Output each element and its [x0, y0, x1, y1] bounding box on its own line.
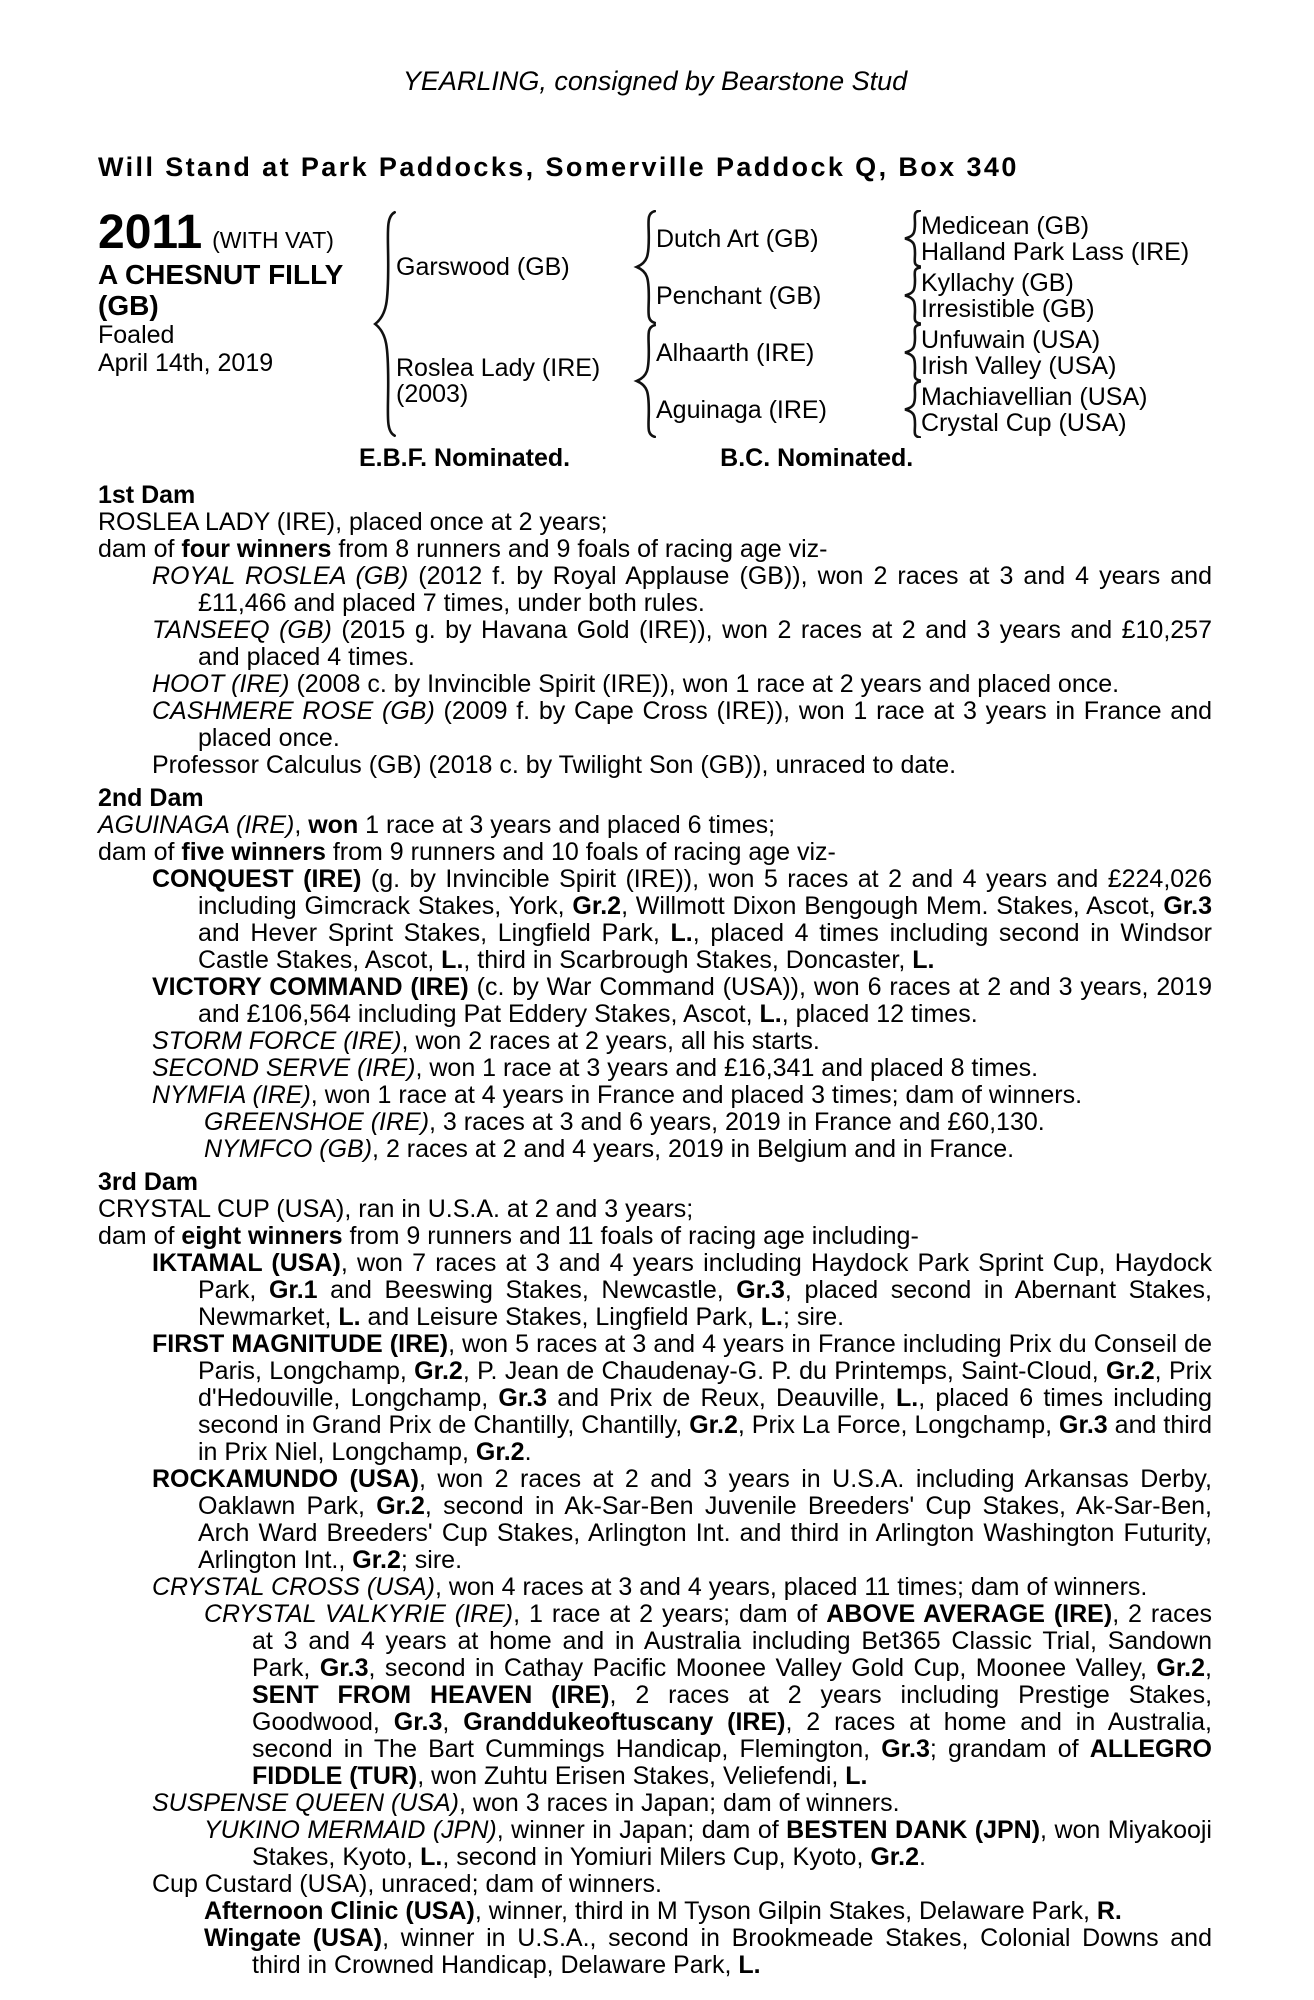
highlighted-text: L.: [912, 946, 935, 974]
highlighted-text: Gr.2: [414, 1357, 463, 1385]
dam-line: [98, 1196, 1212, 1223]
highlighted-text: five winners: [181, 838, 326, 866]
text-segment: , P. Jean de Chaudenay-G. P. du Printemps, Saint-Cloud,: [462, 1357, 1107, 1385]
horse-entry: [98, 1898, 1212, 1925]
text-segment: (2015 g. by Havana Gold (IRE)), won 2 races at 2 and 3 years and £10,257 and placed 4 times.: [198, 616, 1212, 671]
text-segment: , 2 races at 2 years including Prestige Stakes, Goodwood,: [252, 1681, 1213, 1736]
highlighted-text: L.: [441, 946, 464, 974]
highlighted-text: BESTEN DANK (JPN): [786, 1816, 1041, 1844]
highlighted-text: CONQUEST (IRE): [152, 865, 362, 893]
text-segment: , Prix d'Hedouville, Longchamp,: [198, 1357, 1213, 1412]
horse-entry: [98, 671, 1212, 698]
text-segment: (g. by Invincible Spirit (IRE)), won 5 races at 2 and 4 years and £224,026 including Gimcrack Stakes, York,: [198, 865, 1212, 920]
highlighted-text: FIRST MAGNITUDE (IRE): [152, 1330, 449, 1358]
dam-line: [98, 536, 1212, 563]
highlighted-text: eight winners: [181, 1222, 343, 1250]
text-segment: from 9 runners and 11 foals of racing age including-: [342, 1222, 919, 1250]
text-segment: , won 2 races at 2 and 3 years in U.S.A. including Arkansas Derby, Oaklawn Park,: [198, 1465, 1212, 1520]
great-grandparent-pair: [921, 210, 1212, 267]
highlighted-text: Granddukeoftuscany (IRE): [463, 1708, 786, 1736]
highlighted-text: Gr.2: [1106, 1357, 1155, 1385]
horse-entry: [98, 974, 1212, 1028]
text-segment: , 1 race at 2 years; dam of: [513, 1600, 827, 1628]
great-grandparent-name: Irresistible (GB): [921, 294, 1095, 323]
horse-entry: [98, 563, 1212, 617]
highlighted-text: Gr.3: [393, 1708, 443, 1736]
great-grandparent-name: Unfuwain (USA): [921, 325, 1101, 354]
text-segment: , placed 6 times including second in Grand Prix de Chantilly, Chantilly,: [198, 1384, 1212, 1439]
horse-entry: [98, 1601, 1212, 1790]
sire-parents-brace-icon: [632, 210, 656, 324]
dam-line: [98, 509, 1212, 536]
dam-section: [98, 785, 1212, 1163]
horse-entry: [98, 1055, 1212, 1082]
horse-entry: [98, 1082, 1212, 1109]
text-segment: , winner in U.S.A., second in Brookmeade Stakes, Colonial Downs and third in Crowned Handicap, Delaware Park,: [252, 1924, 1212, 1979]
highlighted-text: CRYSTAL VALKYRIE (IRE): [204, 1600, 514, 1628]
text-segment: (2008 c. by Invincible Spirit (IRE)), won 1 race at 2 years and placed once.: [289, 670, 1120, 698]
foaled-label: Foaled: [98, 321, 175, 349]
highlighted-text: Gr.2: [475, 1438, 525, 1466]
great-grandparent-name: Medicean (GB): [921, 211, 1090, 240]
text-segment: , Prix La Force, Longchamp,: [737, 1411, 1060, 1439]
text-segment: , placed second in Abernant Stakes, Newmarket,: [198, 1276, 1212, 1331]
great-grandparent-pair: [921, 267, 1212, 324]
text-segment: , placed 12 times.: [781, 1000, 978, 1028]
section-title: 2nd Dam: [98, 784, 204, 812]
text-segment: from 9 runners and 10 foals of racing age viz-: [325, 838, 836, 866]
horse-entry: [98, 1790, 1212, 1817]
great-grandparent-pair: [921, 381, 1212, 438]
stand-location: Will Stand at Park Paddocks, Somerville Paddock Q, Box 340: [98, 152, 1019, 182]
highlighted-text: L.: [670, 919, 693, 947]
text-segment: , winner in Japan; dam of: [496, 1816, 787, 1844]
text-segment: , won 1 race at 4 years in France and placed 3 times; dam of winners.: [310, 1081, 1083, 1109]
horse-entry: [98, 1028, 1212, 1055]
horse-entry: [98, 1109, 1212, 1136]
text-segment: ROSLEA LADY (IRE), placed once at 2 years;: [98, 508, 608, 536]
great-grandparent-name: Crystal Cup (USA): [921, 408, 1127, 437]
text-segment: , 2 races at 3 and 4 years at home and in Australia including Bet365 Classic Trial, Sandown Park,: [252, 1600, 1212, 1682]
highlighted-text: SUSPENSE QUEEN (USA): [152, 1789, 460, 1817]
grandparent-name: Alhaarth (IRE): [656, 338, 815, 367]
highlighted-text: Gr.3: [319, 1654, 369, 1682]
highlighted-text: L.: [845, 1762, 868, 1790]
text-segment: , won 2 races at 2 years, all his starts.: [401, 1027, 820, 1055]
great-grandparent-name: Machiavellian (USA): [921, 382, 1148, 411]
horse-entry: [98, 1871, 1212, 1898]
text-segment: 1 race at 3 years and placed 6 times;: [358, 811, 776, 839]
text-segment: dam of: [98, 838, 182, 866]
highlighted-text: VICTORY COMMAND (IRE): [152, 973, 469, 1001]
highlighted-text: TANSEEQ (GB): [152, 616, 332, 644]
highlighted-text: CRYSTAL CROSS (USA): [152, 1573, 435, 1601]
text-segment: .: [919, 1843, 926, 1871]
lot-header: [98, 206, 370, 259]
text-segment: and Beeswing Stakes, Newcastle,: [317, 1276, 737, 1304]
text-segment: ; grandam of: [929, 1735, 1090, 1763]
highlighted-text: Gr.3: [1163, 892, 1213, 920]
highlighted-text: NYMFIA (IRE): [152, 1081, 311, 1109]
text-segment: ,: [1205, 1654, 1212, 1682]
dam-line: [98, 839, 1212, 866]
lot-number: 2011: [98, 206, 203, 259]
dam-line: [98, 1223, 1212, 1250]
highlighted-text: won: [308, 811, 359, 839]
highlighted-text: Gr.1: [268, 1276, 318, 1304]
highlighted-text: L.: [760, 1303, 783, 1331]
highlighted-text: IKTAMAL (USA): [152, 1249, 341, 1277]
highlighted-text: NYMFCO (GB): [204, 1135, 373, 1163]
text-segment: , won 1 race at 3 years and £16,341 and placed 8 times.: [415, 1054, 1039, 1082]
ebf-nomination: E.B.F. Nominated.: [359, 444, 571, 472]
great-grandparent-pair: [921, 324, 1212, 381]
horse-description: A CHESNUT FILLY (GB): [98, 259, 343, 321]
highlighted-text: Gr.2: [1156, 1654, 1206, 1682]
horse-entry: [98, 1817, 1212, 1871]
highlighted-text: ROCKAMUNDO (USA): [152, 1465, 419, 1493]
great-grandparents-brace-icon: [901, 267, 921, 324]
vat-note: (WITH VAT): [212, 227, 334, 253]
lot-subject: [98, 206, 370, 438]
text-segment: , Willmott Dixon Bengough Mem. Stakes, Ascot,: [621, 892, 1164, 920]
great-grandparents-brace-icon: [901, 324, 921, 381]
section-title: 1st Dam: [98, 481, 196, 509]
text-segment: and Leisure Stakes, Lingfield Park,: [360, 1303, 761, 1331]
highlighted-text: L.: [738, 1951, 761, 1979]
highlighted-text: ABOVE AVERAGE (IRE): [826, 1600, 1113, 1628]
highlighted-text: R.: [1096, 1897, 1122, 1925]
text-segment: , won Miyakooji Stakes, Kyoto,: [252, 1816, 1212, 1871]
text-segment: , won 4 races at 3 and 4 years, placed 11 times; dam of winners.: [434, 1573, 1148, 1601]
dam-year: (2003): [396, 380, 469, 408]
highlighted-text: Gr.3: [498, 1384, 548, 1412]
highlighted-text: L.: [420, 1843, 443, 1871]
horse-entry: [98, 866, 1212, 974]
text-segment: , 3 races at 3 and 6 years, 2019 in France and £60,130.: [429, 1108, 1045, 1136]
horse-entry: [98, 1925, 1212, 1979]
text-segment: and third in Prix Niel, Longchamp,: [198, 1411, 1213, 1466]
dam-line: [98, 812, 1212, 839]
highlighted-text: GREENSHOE (IRE): [204, 1108, 430, 1136]
dam-section: [98, 482, 1212, 779]
nominations: [98, 444, 1212, 472]
great-grandparent-name: Irish Valley (USA): [921, 351, 1117, 380]
horse-entry: [98, 1331, 1212, 1466]
text-segment: Cup Custard (USA), unraced; dam of winners.: [152, 1870, 662, 1898]
text-segment: CRYSTAL CUP (USA), ran in U.S.A. at 2 and 3 years;: [98, 1195, 694, 1223]
text-segment: , 2 races at 2 and 4 years, 2019 in Belgium and in France.: [372, 1135, 1015, 1163]
text-segment: and Hever Sprint Stakes, Lingfield Park,: [198, 919, 671, 947]
text-segment: , won Zuhtu Erisen Stakes, Veliefendi,: [417, 1762, 846, 1790]
parents-brace-icon: [370, 210, 396, 438]
highlighted-text: HOOT (IRE): [152, 670, 290, 698]
horse-entry: [98, 1136, 1212, 1163]
consignment-title: YEARLING, consigned by Bearstone Stud: [402, 66, 908, 96]
dam-name: [396, 324, 632, 438]
text-segment: (2009 f. by Cape Cross (IRE)), won 1 race at 3 years in France and placed once.: [198, 697, 1212, 752]
text-segment: .: [524, 1438, 532, 1466]
highlighted-text: ALLEGRO FIDDLE (TUR): [252, 1735, 1212, 1790]
text-segment: dam of: [98, 535, 182, 563]
highlighted-text: Gr.3: [1059, 1411, 1108, 1439]
sire-name: Garswood (GB): [396, 253, 570, 281]
grandparent-name: Aguinaga (IRE): [656, 395, 827, 424]
great-grandparents-brace-icon: [901, 381, 921, 438]
text-segment: (2012 f. by Royal Applause (GB)), won 2 races at 3 and 4 years and £11,466 and placed 7 times, under both rules.: [198, 562, 1212, 617]
highlighted-text: Afternoon Clinic (USA): [204, 1897, 475, 1925]
great-grandparent-name: Halland Park Lass (IRE): [921, 237, 1190, 266]
horse-entry: [98, 1574, 1212, 1601]
text-segment: dam of: [98, 1222, 182, 1250]
highlighted-text: four winners: [181, 535, 332, 563]
highlighted-text: L.: [338, 1303, 361, 1331]
text-segment: , winner, third in M Tyson Gilpin Stakes, Delaware Park,: [474, 1897, 1097, 1925]
highlighted-text: CASHMERE ROSE (GB): [152, 697, 435, 725]
highlighted-text: Wingate (USA): [204, 1924, 383, 1952]
text-segment: ,: [294, 811, 309, 839]
horse-entry: [98, 752, 1212, 779]
highlighted-text: Gr.2: [572, 892, 622, 920]
highlighted-text: L.: [759, 1000, 782, 1028]
highlighted-text: SENT FROM HEAVEN (IRE): [252, 1681, 610, 1709]
dam-parents-brace-icon: [632, 324, 656, 438]
text-segment: , second in Cathay Pacific Moonee Valley Gold Cup, Moonee Valley,: [368, 1654, 1157, 1682]
great-grandparents-brace-icon: [901, 210, 921, 267]
text-segment: (c. by War Command (USA)), won 6 races at 2 and 3 years, 2019 and £106,564 including Pat Eddery Stakes, Ascot,: [198, 973, 1212, 1028]
highlighted-text: YUKINO MERMAID (JPN): [204, 1816, 497, 1844]
pedigree-table: [98, 206, 1212, 438]
highlighted-text: ROYAL ROSLEA (GB): [152, 562, 409, 590]
bc-nomination: B.C. Nominated.: [720, 444, 914, 472]
text-segment: , won 5 races at 3 and 4 years in France including Prix du Conseil de Paris, Longchamp,: [198, 1330, 1212, 1385]
highlighted-text: Gr.2: [376, 1492, 425, 1520]
text-segment: and Prix de Reux, Deauville,: [547, 1384, 896, 1412]
highlighted-text: STORM FORCE (IRE): [152, 1027, 402, 1055]
highlighted-text: SECOND SERVE (IRE): [152, 1054, 416, 1082]
grandparent-name: Penchant (GB): [656, 281, 822, 310]
text-segment: Professor Calculus (GB) (2018 c. by Twilight Son (GB)), unraced to date.: [152, 751, 957, 779]
great-grandparent-name: Kyllachy (GB): [921, 268, 1074, 297]
text-segment: , 2 races at home and in Australia, second in The Bart Cummings Handicap, Flemington,: [252, 1708, 1212, 1763]
grandparent-name: Dutch Art (GB): [656, 224, 819, 253]
highlighted-text: Gr.2: [870, 1843, 919, 1871]
text-segment: , second in Ak-Sar-Ben Juvenile Breeders' Cup Stakes, Ak-Sar-Ben, Arch Ward Breeders' Cup Stakes, Arlington Int. and third in Arlington Washington Futurity, Arlington Int.,: [198, 1492, 1212, 1574]
dam-sections: [98, 482, 1212, 1979]
horse-entry: [98, 1466, 1212, 1574]
section-title: 3rd Dam: [98, 1168, 199, 1196]
dam-name-line: Roslea Lady (IRE): [396, 354, 601, 382]
text-segment: , second in Yomiuri Milers Cup, Kyoto,: [442, 1843, 871, 1871]
highlighted-text: L.: [895, 1384, 919, 1412]
text-segment: ; sire.: [400, 1546, 463, 1574]
horse-entry: [98, 617, 1212, 671]
dam-section: [98, 1169, 1212, 1979]
highlighted-text: Gr.2: [689, 1411, 738, 1439]
text-segment: from 8 runners and 9 foals of racing age viz-: [331, 535, 828, 563]
foaled-date: April 14th, 2019: [98, 349, 274, 377]
text-segment: , won 7 races at 3 and 4 years including Haydock Park Sprint Cup, Haydock Park,: [198, 1249, 1212, 1304]
text-segment: ; sire.: [782, 1303, 845, 1331]
highlighted-text: AGUINAGA (IRE): [98, 811, 295, 839]
highlighted-text: Gr.3: [736, 1276, 785, 1304]
highlighted-text: Gr.2: [352, 1546, 401, 1574]
horse-entry: [98, 1250, 1212, 1331]
text-segment: , third in Scarbrough Stakes, Doncaster,: [463, 946, 913, 974]
text-segment: , placed 4 times including second in Windsor Castle Stakes, Ascot,: [198, 919, 1213, 974]
text-segment: , won 3 races in Japan; dam of winners.: [459, 1789, 900, 1817]
highlighted-text: Gr.3: [881, 1735, 930, 1763]
horse-entry: [98, 698, 1212, 752]
text-segment: ,: [442, 1708, 464, 1736]
